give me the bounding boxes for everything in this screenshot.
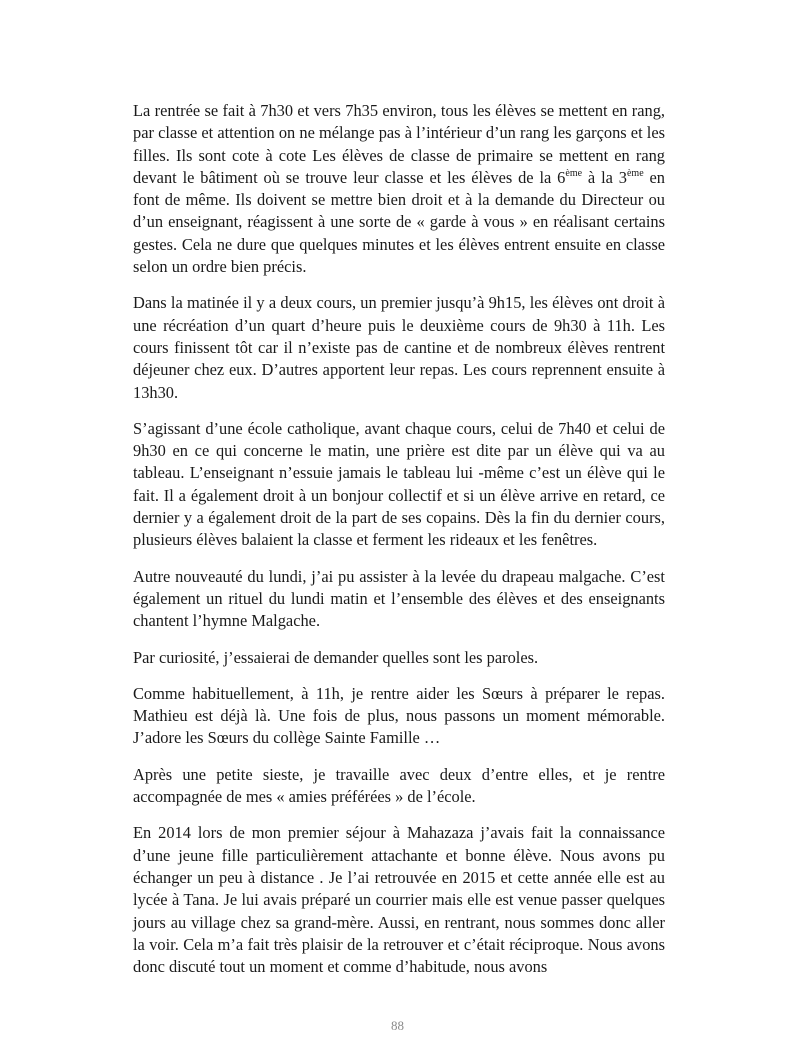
paragraph-ecole-catholique: S’agissant d’une école catholique, avant chaque cours, celui de 7h40 et celui de 9h30 en ce qui concerne le matin, une prière est dite par un élève qui va au tableau. L’enseignant n’essuie jamais le tableau lui -même c’est un élève qui le fait. Il a également droit à un bonjour collectif et si un élève arrive en retard, ce dernier y a également droit de la part de ses copains. Dès la fin du dernier cours, plusieurs élèves balaient la classe et ferment les rideaux et les fenêtres.: [133, 418, 665, 550]
superscript-eme: ème: [565, 167, 583, 179]
paragraph-mahazaza: En 2014 lors de mon premier séjour à Mahazaza j’avais fait la connaissance d’une jeune fille particulièrement attachante et bonne élève. Nous avons pu échanger un peu à distance . Je l’ai retrouvée en 2015 et cette année elle est au lycée à Tana. Je lui avais préparé un courrier mais elle est venue passer quelques jours au village chez sa grand-mère. Aussi, en rentrant, nous sommes donc aller la voir. Cela m’a fait très plaisir de la retrouver et c’était réciproque. Nous avons donc discuté tout un moment et comme d’habitude, nous avons: [133, 823, 665, 977]
paragraph-sieste: Après une petite sieste, je travaille avec deux d’entre elles, et je rentre accompagnée de mes « amies préférées » de l’école.: [133, 764, 665, 807]
paragraph-text: à la 3: [582, 167, 627, 187]
paragraph-drapeau: Autre nouveauté du lundi, j’ai pu assister à la levée du drapeau malgache. C’est également un rituel du lundi matin et l’ensemble des élèves et des enseignants chantent l’hymne Malgache.: [133, 566, 665, 631]
paragraph-curiosite: Par curiosité, j’essaierai de demander quelles sont les paroles.: [133, 647, 539, 667]
page-number: 88: [391, 1018, 404, 1033]
paragraph-text: en font de même. Ils doivent se mettre bien droit et à la demande du Directeur ou d’un enseignant, réagissent à une sorte de « garde à vous » en réalisant certains gestes. Cela ne dure que quelques minutes et les élèves entrent ensuite en classe selon un ordre bien précis.: [133, 167, 665, 277]
paragraph-rentree: [133, 100, 665, 278]
paragraph-soeurs: Comme habituellement, à 11h, je rentre aider les Sœurs à préparer le repas. Mathieu est déjà là. Une fois de plus, nous passons un moment mémorable. J’adore les Sœurs du collège Sainte Famille …: [133, 683, 665, 748]
paragraph-text: La rentrée se fait à 7h30 et vers 7h35 environ, tous les élèves se mettent en rang, par classe et attention on ne mélange pas à l’intérieur d’un rang les garçons et les filles. Ils sont cote à cote Les élèves de classe de primaire se mettent en rang devant le bâtiment où se trouve leur classe et les élèves de la 6: [133, 101, 665, 187]
superscript-eme: ème: [626, 167, 644, 179]
document-body: [133, 100, 665, 992]
paragraph-matinee: Dans la matinée il y a deux cours, un premier jusqu’à 9h15, les élèves ont droit à une récréation d’un quart d’heure puis le deuxième cours de 9h30 à 11h. Les cours finissent tôt car il n’existe pas de cantine et de nombreux élèves rentrent déjeuner chez eux. D’autres apportent leur repas. Les cours reprennent ensuite à 13h30.: [133, 293, 665, 402]
